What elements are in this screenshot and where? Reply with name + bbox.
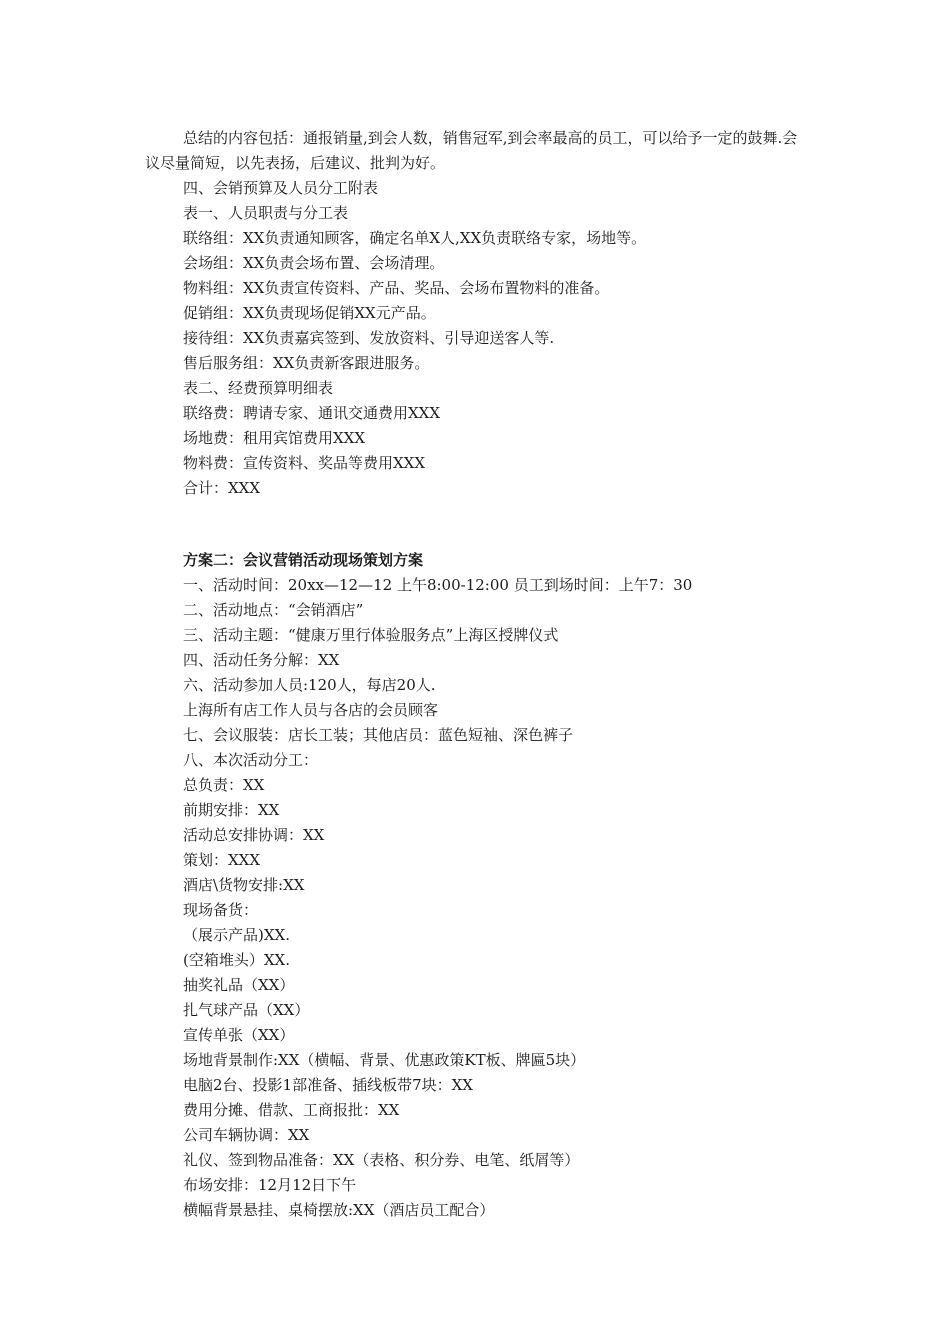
document-line: 合计：XXX <box>183 479 261 497</box>
document-line: 布场安排：12月12日下午 <box>183 1176 357 1194</box>
document-line: 活动总安排协调：XX <box>183 826 325 844</box>
document-line: 四、会销预算及人员分工附表 <box>183 179 379 197</box>
document-line: 物料组：XX负责宣传资料、产品、奖品、会场布置物料的准备。 <box>183 279 610 297</box>
document-line: (空箱堆头）XX. <box>183 951 290 969</box>
document-line: 上海所有店工作人员与各店的会员顾客 <box>183 701 439 719</box>
document-line: 七、会议服装：店长工装；其他店员：蓝色短袖、深色裤子 <box>183 726 574 744</box>
document-line: 抽奖礼品（XX） <box>183 976 295 994</box>
document-line: 表一、人员职责与分工表 <box>183 204 349 222</box>
plan-two-title: 方案二：会议营销活动现场策划方案 <box>183 551 424 569</box>
document-line: 促销组：XX负责现场促销XX元产品。 <box>183 304 436 322</box>
document-line: 费用分摊、借款、工商报批：XX <box>183 1101 400 1119</box>
document-line: 表二、经费预算明细表 <box>183 379 334 397</box>
document-line: 一、活动时间：20xx—12—12 上午8:00-12:00 员工到场时间：上午7：30 <box>183 576 693 594</box>
document-line: 电脑2台、投影1部准备、插线板带7块：XX <box>183 1076 473 1094</box>
document-line: 物料费：宣传资料、奖品等费用XXX <box>183 454 426 472</box>
document-line: 前期安排：XX <box>183 801 280 819</box>
document-line: 接待组：XX负责嘉宾签到、发放资料、引导迎送客人等. <box>183 329 555 347</box>
document-line: 酒店\货物安排:XX <box>183 876 305 894</box>
document-line: 总负责：XX <box>183 776 265 794</box>
document-line: 售后服务组：XX负责新客跟进服务。 <box>183 354 430 372</box>
document-line: 场地背景制作:XX（横幅、背景、优惠政策KT板、牌匾5块） <box>183 1051 586 1069</box>
plan-two-section <box>183 548 692 1223</box>
document-line: 扎气球产品（XX） <box>183 1001 310 1019</box>
document-line: 二、活动地点：“会销酒店” <box>183 601 364 619</box>
document-line: 公司车辆协调：XX <box>183 1126 310 1144</box>
document-line: 六、活动参加人员:120人，每店20人. <box>183 676 436 694</box>
document-line: 会场组：XX负责会场布置、会场清理。 <box>183 254 445 272</box>
document-line: 四、活动任务分解：XX <box>183 651 340 669</box>
intro-paragraph: 总结的内容包括：通报销量,到会人数，销售冠军,到会率最高的员工，可以给予一定的鼓舞.会议尽量简短，以先表扬，后建议、批判为好。 <box>145 129 798 172</box>
document-line: 礼仪、签到物品准备：XX（表格、积分券、电笔、纸屑等） <box>183 1151 580 1169</box>
document-line: 联络组：XX负责通知顾客，确定名单X人,XX负责联络专家，场地等。 <box>183 229 647 247</box>
budget-and-staffing-section <box>183 176 646 501</box>
document-line: 宣传单张（XX） <box>183 1026 295 1044</box>
document-line: 策划：XXX <box>183 851 261 869</box>
document-line: （展示产品)XX. <box>183 926 290 944</box>
document-line: 现场备货： <box>183 901 259 919</box>
document-line: 联络费：聘请专家、通讯交通费用XXX <box>183 404 441 422</box>
document-line: 场地费：租用宾馆费用XXX <box>183 429 366 447</box>
document-line: 三、活动主题：“健康万里行体验服务点”上海区授牌仪式 <box>183 626 559 644</box>
document-line: 横幅背景悬挂、桌椅摆放:XX（酒店员工配合） <box>183 1201 495 1219</box>
document-line: 八、本次活动分工： <box>183 751 319 769</box>
